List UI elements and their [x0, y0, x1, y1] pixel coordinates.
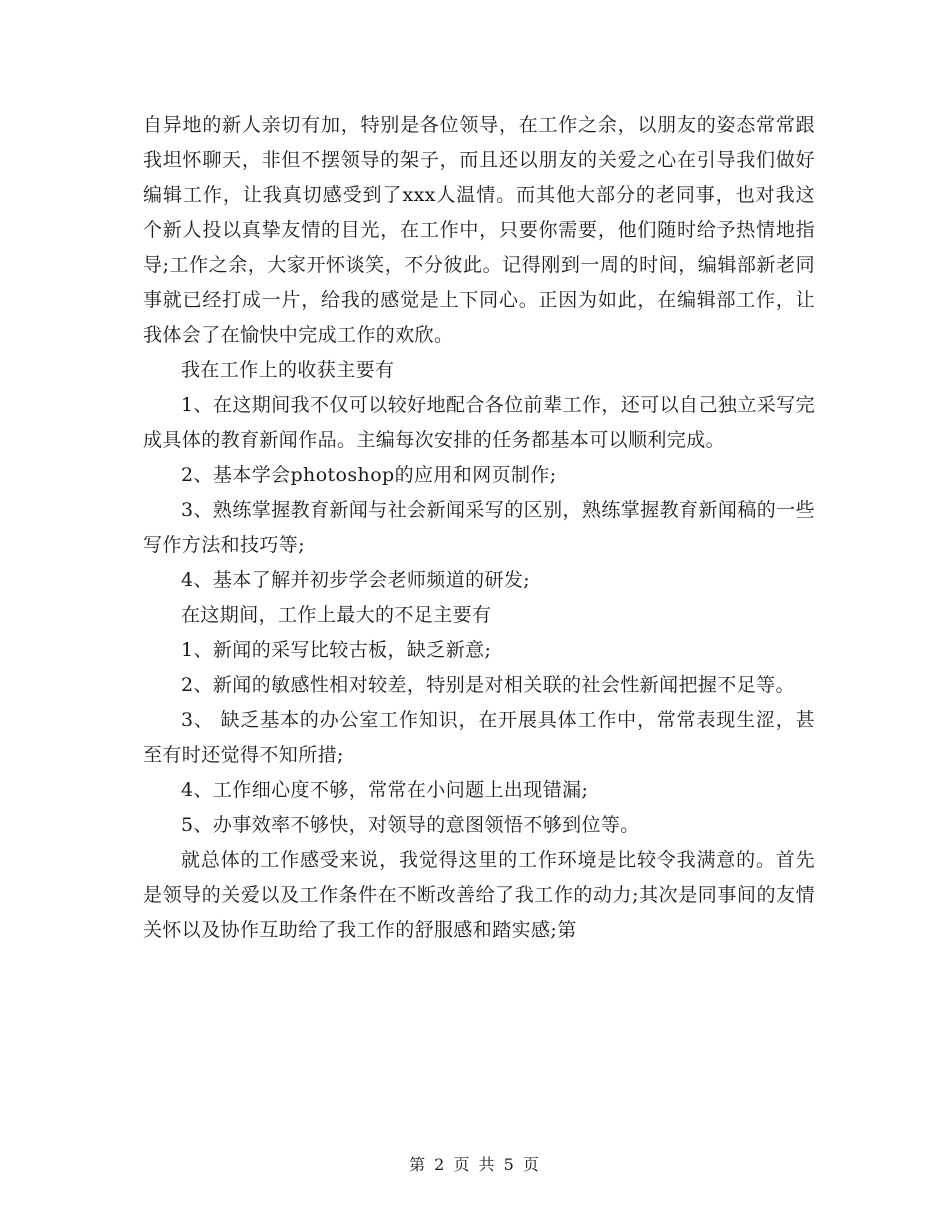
paragraph-gain-4: 4、基本了解并初步学会老师频道的研发;: [181, 569, 531, 591]
paragraph-gains-heading: 我在工作上的收获主要有: [181, 359, 395, 381]
paragraph-continuation: 自异地的新人亲切有加，特别是各位领导，在工作之余，以朋友的姿态常常跟我坦怀聊天，非但不摆领导的架子，而且还以朋友的关爱之心在引导我们做好编辑工作，让我真切感受到了xxx人温情。而其他大部分的老同事，也对我这个新人投以真挚友情的目光，在工作中，只要你需要，他们随时给予热情地指导;工作之余，大家开怀谈笑，不分彼此。记得刚到一周的时间，编辑部新老同事就已经打成一片，给我的感觉是上下同心。正因为如此，在编辑部工作，让我体会了在愉快中完成工作的欢欣。: [143, 114, 815, 346]
paragraph-gain-1: 1、在这期间我不仅可以较好地配合各位前辈工作，还可以自己独立采写完成具体的教育新闻作品。主编每次安排的任务都基本可以顺利完成。: [143, 394, 815, 451]
paragraph-shortcomings-heading: 在这期间，工作上最大的不足主要有: [181, 604, 492, 626]
paragraph-shortcoming-2: 2、新闻的敏感性相对较差，特别是对相关联的社会性新闻把握不足等。: [181, 674, 795, 696]
paragraph-overall-feeling: 就总体的工作感受来说，我觉得这里的工作环境是比较令我满意的。首先是领导的关爱以及工作条件在不断改善给了我工作的动力;其次是同事间的友情关怀以及协作互助给了我工作的舒服感和踏实感;第: [143, 849, 815, 941]
page-number-footer: 第 2 页 共 5 页: [409, 1155, 541, 1174]
paragraph-shortcoming-1: 1、新闻的采写比较古板，缺乏新意;: [181, 639, 492, 661]
paragraph-shortcoming-4: 4、工作细心度不够，常常在小问题上出现错漏;: [181, 779, 589, 801]
paragraph-shortcoming-5: 5、办事效率不够快，对领导的意图领悟不够到位等。: [181, 814, 640, 836]
paragraph-gain-2: 2、基本学会photoshop的应用和网页制作;: [181, 464, 557, 486]
paragraph-gain-3: 3、熟练掌握教育新闻与社会新闻采写的区别，熟练掌握教育新闻稿的一些写作方法和技巧等;: [143, 499, 815, 556]
paragraph-shortcoming-3: 3、 缺乏基本的办公室工作知识，在开展具体工作中，常常表现生涩，甚至有时还觉得不知所措;: [143, 709, 815, 766]
document-body: [143, 108, 815, 948]
